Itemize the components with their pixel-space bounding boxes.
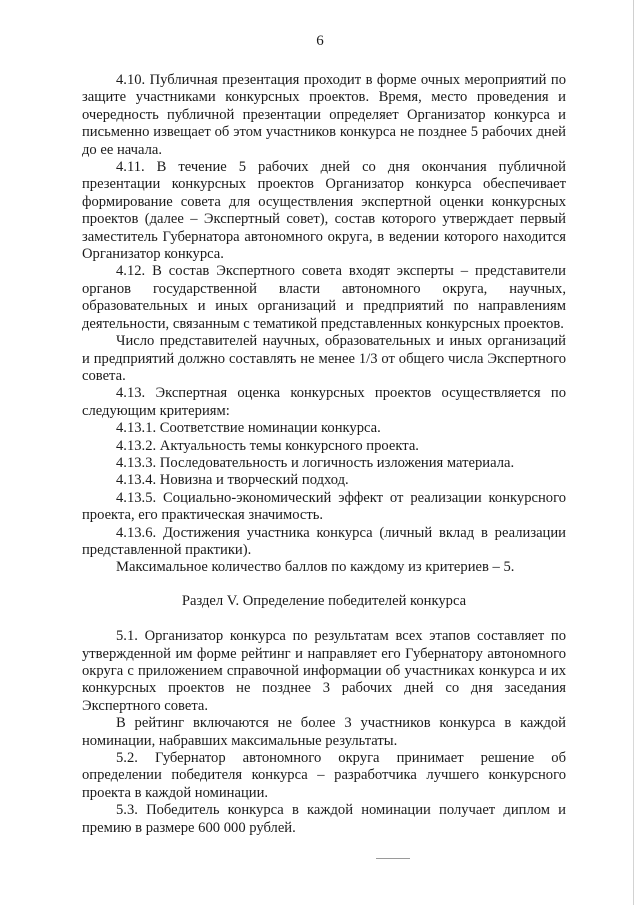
- scan-mark: [376, 858, 410, 859]
- paragraph-5-2: 5.2. Губернатор автономного округа принимает решение об определении победителя конкурса – разработчика лучшего конкурсного проекта в каждой номинации.: [82, 750, 566, 801]
- criterion-4-13-1: 4.13.1. Соответствие номинации конкурса.: [116, 420, 381, 437]
- paragraph-4-13: 4.13. Экспертная оценка конкурсных проектов осуществляется по следующим критериям:: [82, 385, 566, 419]
- paragraph-4-11: 4.11. В течение 5 рабочих дней со дня окончания публичной презентации конкурсных проектов Организатор конкурса обеспечивает формирование совета для осуществления экспертной оценки конкурсных проектов (далее – Экспертный совет), состав которого утверждает первый заместитель Губернатора автономного округа, в ведении которого находится Организатор конкурса.: [82, 159, 566, 263]
- section-heading: Раздел V. Определение победителей конкурса: [181, 592, 467, 609]
- paragraph-5-1: 5.1. Организатор конкурса по результатам всех этапов составляет по утвержденной им форме рейтинг и направляет его Губернатору автономного округа с приложением справочной информации об участниках конкурса и их конкурсных проектов не позднее 3 рабочих дней со дня заседания Экспертного совета.: [82, 628, 566, 714]
- paragraph-rating-inclusion: В рейтинг включаются не более 3 участников конкурса в каждой номинации, набравших максимальные результаты.: [82, 715, 566, 749]
- criterion-4-13-4: 4.13.4. Новизна и творческий подход.: [116, 472, 349, 489]
- paragraph-4-10: 4.10. Публичная презентация проходит в форме очных мероприятий по защите участниками конкурсных проектов. Время, место проведения и очередность публичной презентации определяет Организатор конкурса и письменно извещает об этом участников конкурса не позднее 5 рабочих дней до ее начала.: [82, 72, 566, 158]
- criterion-4-13-6: 4.13.6. Достижения участника конкурса (личный вклад в реализации представленной практики).: [82, 524, 566, 558]
- criterion-4-13-5: 4.13.5. Социально-экономический эффект от реализации конкурсного проекта, его практическая значимость.: [82, 489, 566, 524]
- paragraph-representatives-share: Число представителей научных, образовательных и иных организаций и предприятий должно составлять не менее 1/3 от общего числа Экспертного совета.: [82, 333, 566, 384]
- page-edge: [633, 0, 634, 905]
- document-body: [82, 72, 566, 837]
- paragraph-max-score: Максимальное количество баллов по каждому из критериев – 5.: [116, 559, 515, 576]
- paragraph-4-12: 4.12. В состав Экспертного совета входят эксперты – представители органов государственной власти автономного округа, научных, образовательных и иных организаций и предприятий по направлениям деятельности, связанным с тематикой представленных конкурсных проектов.: [82, 263, 566, 332]
- criterion-4-13-2: 4.13.2. Актуальность темы конкурсного проекта.: [116, 437, 419, 454]
- page-number: 6: [316, 33, 324, 49]
- paragraph-5-3: 5.3. Победитель конкурса в каждой номинации получает диплом и премию в размере 600 000 рублей.: [82, 802, 566, 836]
- criterion-4-13-3: 4.13.3. Последовательность и логичность изложения материала.: [116, 454, 515, 471]
